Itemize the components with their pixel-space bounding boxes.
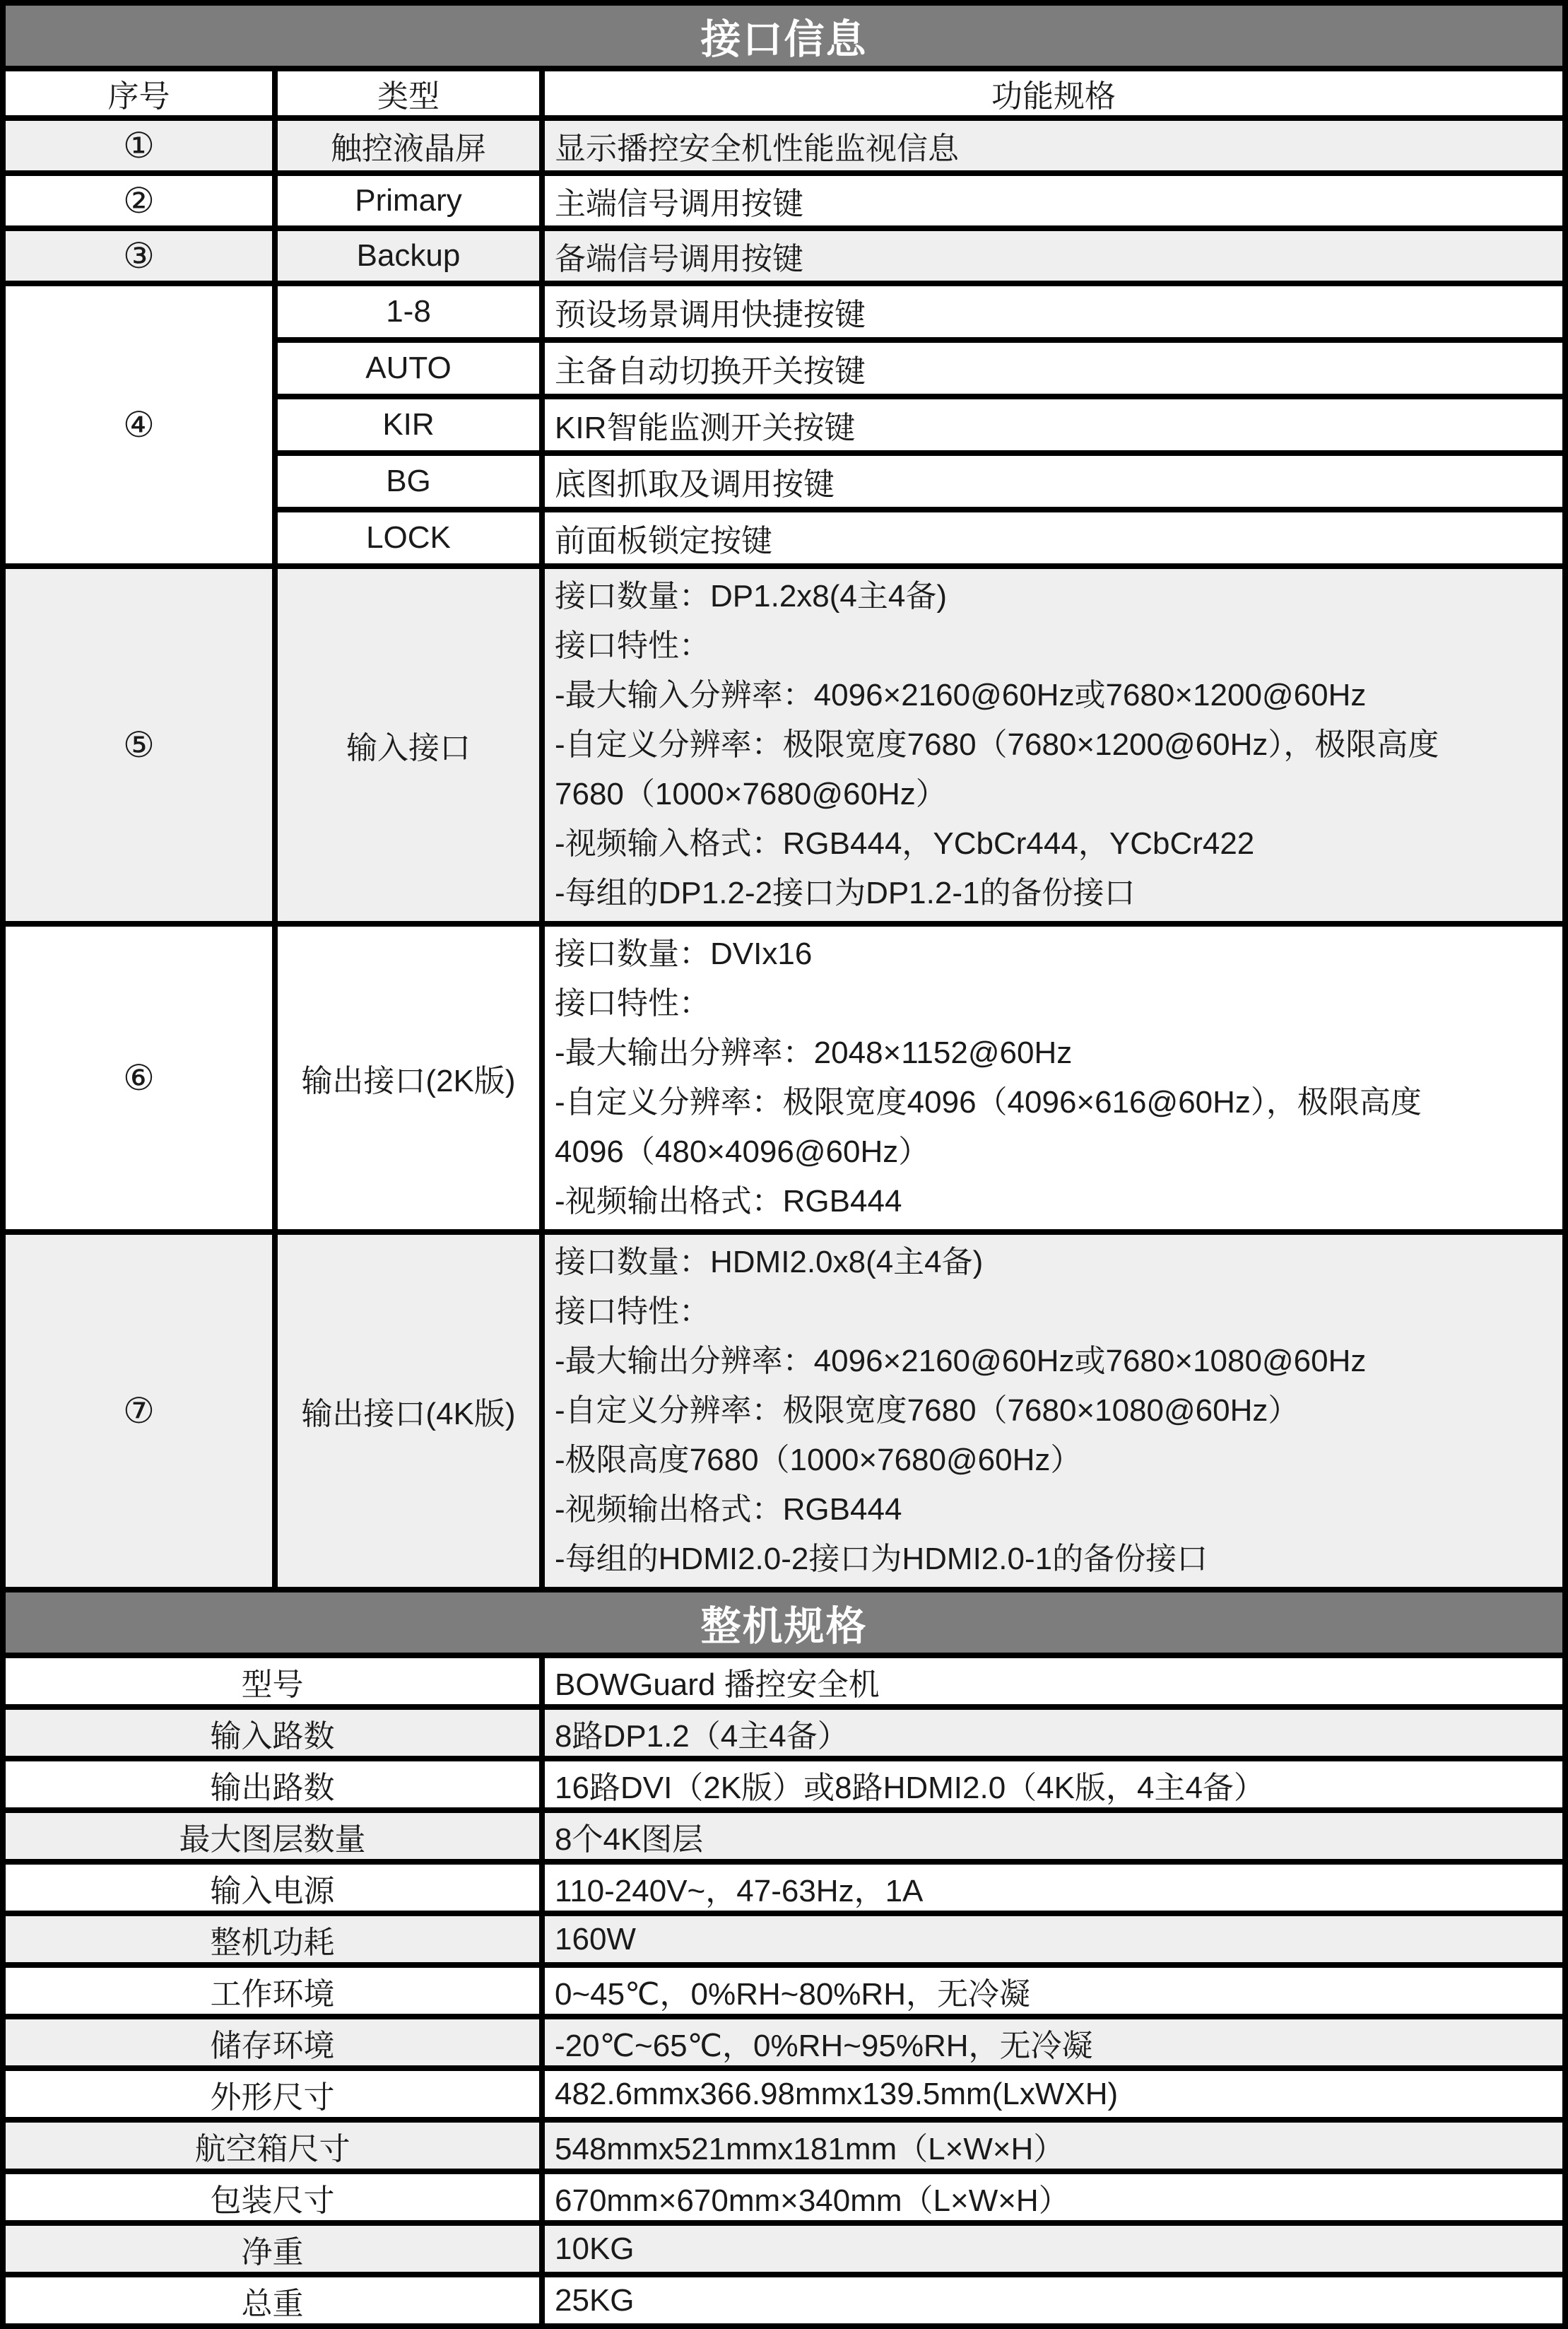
row-spec-cell: 显示播控安全机性能监视信息 (545, 121, 1562, 170)
interface-row (6, 1235, 1562, 1587)
spec-value-cell: 110-240V~，47-63Hz，1A (545, 1865, 1562, 1911)
spec-value-cell: 8路DP1.2（4主4备） (545, 1710, 1562, 1756)
interface-section-title: 接口信息 (700, 16, 868, 62)
interface-row (6, 176, 1562, 225)
row-no-cell: ③ (6, 231, 272, 281)
row-type-cell: 1-8 (278, 286, 539, 337)
row-spec-cell: 主备自动切换开关按键 (545, 343, 1562, 394)
row-no-cell: ① (6, 121, 272, 170)
spec-row (6, 1658, 1562, 1704)
spec-line: -自定义分辨率：极限宽度7680（7680×1080@60Hz） (555, 1393, 1299, 1428)
spec-row (6, 1916, 1562, 1962)
machine-section-header (6, 1592, 1562, 1653)
row-spec-cell: 前面板锁定按键 (545, 512, 1562, 563)
spec-label-cell: 航空箱尺寸 (6, 2123, 539, 2169)
row-type-cell: 触控液晶屏 (278, 121, 539, 170)
spec-row (6, 1710, 1562, 1756)
spec-line: -极限高度7680（1000×7680@60Hz） (555, 1443, 1082, 1477)
machine-section-title: 整机规格 (700, 1603, 868, 1649)
spec-line: -视频输出格式：RGB444 (555, 1184, 902, 1219)
spec-label-cell: 包装尺寸 (6, 2174, 539, 2220)
row-type-cell: 输出接口(4K版) (278, 1235, 539, 1587)
interface-section-header (6, 6, 1562, 66)
spec-line: -每组的DP1.2-2接口为DP1.2-1的备份接口 (555, 876, 1136, 910)
row-no-cell: ② (6, 176, 272, 225)
interface-row (6, 231, 1562, 281)
spec-row (6, 2071, 1562, 2117)
row-type-cell: LOCK (278, 512, 539, 563)
interface-subrow (278, 456, 1562, 507)
spec-value-cell: BOWGuard 播控安全机 (545, 1658, 1562, 1704)
spec-line: -最大输入分辨率：4096×2160@60Hz或7680×1200@60Hz (555, 678, 1367, 712)
col-header-no: 序号 (6, 71, 272, 115)
interface-subrow (278, 343, 1562, 394)
spec-value-cell: 10KG (545, 2226, 1562, 2272)
spec-value-cell: -20℃~65℃，0%RH~95%RH，无冷凝 (545, 2019, 1562, 2065)
spec-row (6, 1761, 1562, 1807)
spec-line: -最大输出分辨率：4096×2160@60Hz或7680×1080@60Hz (555, 1344, 1367, 1378)
row-type-cell: AUTO (278, 343, 539, 394)
spec-row (6, 2123, 1562, 2169)
row-spec-cell: 主端信号调用按键 (545, 176, 1562, 225)
spec-row (6, 2226, 1562, 2272)
spec-label-cell: 型号 (6, 1658, 539, 1704)
row-type-cell: Primary (278, 176, 539, 225)
row-no-cell: ④ (6, 286, 272, 563)
interface-subrows (278, 286, 1562, 563)
interface-row (6, 121, 1562, 170)
spec-line: 接口特性： (555, 986, 710, 1021)
spec-label-cell: 输出路数 (6, 1761, 539, 1807)
interface-rows (6, 121, 1562, 1587)
row-type-cell: 输入接口 (278, 569, 539, 921)
spec-line: -每组的HDMI2.0-2接口为HDMI2.0-1的备份接口 (555, 1542, 1208, 1576)
spec-line: 4096（480×4096@60Hz） (555, 1134, 930, 1169)
spec-value-cell: 8个4K图层 (545, 1813, 1562, 1859)
spec-label-cell: 最大图层数量 (6, 1813, 539, 1859)
row-type-cell: KIR (278, 399, 539, 450)
spec-row (6, 2277, 1562, 2323)
row-spec-cell (545, 569, 1562, 921)
spec-label-cell: 净重 (6, 2226, 539, 2272)
spec-line: -自定义分辨率：极限宽度4096（4096×616@60Hz），极限高度 (555, 1085, 1422, 1120)
spec-row (6, 2174, 1562, 2220)
spec-label-cell: 输入电源 (6, 1865, 539, 1911)
row-type-cell: 输出接口(2K版) (278, 927, 539, 1229)
spec-line: 接口特性： (555, 628, 710, 663)
row-no-cell: ⑤ (6, 569, 272, 921)
spec-value-cell: 16路DVI（2K版）或8路HDMI2.0（4K版，4主4备） (545, 1761, 1562, 1807)
row-no-cell: ⑥ (6, 927, 272, 1229)
spec-label-cell: 整机功耗 (6, 1916, 539, 1962)
row-type-cell: BG (278, 456, 539, 507)
interface-column-header-row (6, 71, 1562, 115)
col-header-type: 类型 (278, 71, 539, 115)
interface-subrow (278, 286, 1562, 337)
row-spec-cell: KIR智能监测开关按键 (545, 399, 1562, 450)
row-spec-cell: 备端信号调用按键 (545, 231, 1562, 281)
spec-line: 接口数量：DVIx16 (555, 937, 813, 971)
row-no-cell: ⑦ (6, 1235, 272, 1587)
spec-row (6, 2019, 1562, 2065)
spec-label-cell: 输入路数 (6, 1710, 539, 1756)
spec-value-cell: 160W (545, 1916, 1562, 1962)
interface-row (6, 569, 1562, 921)
spec-label-cell: 外形尺寸 (6, 2071, 539, 2117)
row-type-cell: Backup (278, 231, 539, 281)
spec-row (6, 1865, 1562, 1911)
interface-row-group (6, 286, 1562, 563)
row-spec-cell: 底图抓取及调用按键 (545, 456, 1562, 507)
row-spec-cell (545, 1235, 1562, 1587)
spec-line: 接口数量：HDMI2.0x8(4主4备) (555, 1245, 984, 1279)
row-spec-cell: 预设场景调用快捷按键 (545, 286, 1562, 337)
spec-value-cell: 0~45℃，0%RH~80%RH，无冷凝 (545, 1968, 1562, 2014)
spec-line: -视频输出格式：RGB444 (555, 1492, 902, 1527)
spec-value-cell: 482.6mmx366.98mmx139.5mm(LxWXH) (545, 2071, 1562, 2117)
spec-line: -最大输出分辨率：2048×1152@60Hz (555, 1036, 1073, 1070)
spec-label-cell: 总重 (6, 2277, 539, 2323)
spec-row (6, 1813, 1562, 1859)
spec-line: -自定义分辨率：极限宽度7680（7680×1200@60Hz），极限高度 (555, 727, 1439, 762)
machine-rows (6, 1658, 1562, 2323)
interface-row (6, 927, 1562, 1229)
spec-label-cell: 储存环境 (6, 2019, 539, 2065)
interface-subrow (278, 512, 1562, 563)
spec-value-cell: 548mmx521mmx181mm（L×W×H） (545, 2123, 1562, 2169)
spec-line: 7680（1000×7680@60Hz） (555, 777, 947, 811)
spec-line: 接口数量：DP1.2x8(4主4备) (555, 579, 948, 614)
spec-row (6, 1968, 1562, 2014)
col-header-spec: 功能规格 (545, 71, 1562, 115)
spec-value-cell: 670mm×670mm×340mm（L×W×H） (545, 2174, 1562, 2220)
spec-line: -视频输入格式：RGB444，YCbCr444，YCbCr422 (555, 826, 1255, 861)
row-spec-cell (545, 927, 1562, 1229)
spec-line: 接口特性： (555, 1294, 710, 1329)
interface-subrow (278, 399, 1562, 450)
spec-label-cell: 工作环境 (6, 1968, 539, 2014)
spec-value-cell: 25KG (545, 2277, 1562, 2323)
